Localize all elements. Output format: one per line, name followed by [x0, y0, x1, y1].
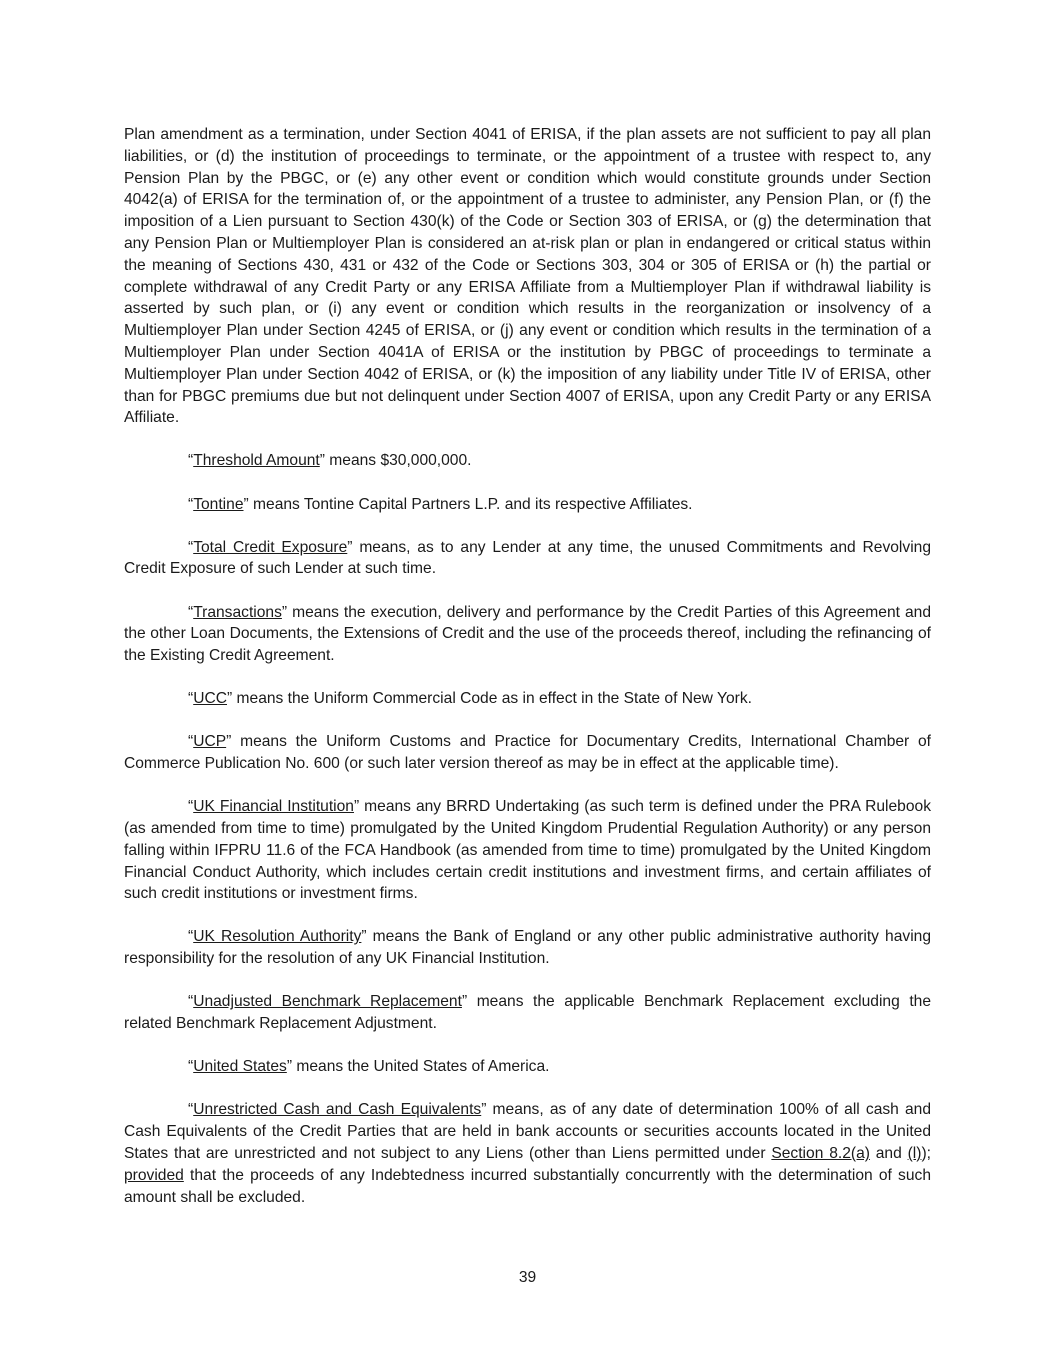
defined-term: UK Resolution Authority — [193, 928, 362, 946]
open-quote: “ — [188, 603, 194, 621]
definition-uk-resolution-authority — [124, 926, 931, 970]
defined-term: UCC — [193, 690, 227, 708]
close-quote: ” — [461, 993, 468, 1011]
section-cross-reference: Section 8.2(a) — [771, 1144, 870, 1162]
definition-unrestricted-cash — [124, 1099, 931, 1208]
definition-total-credit-exposure — [124, 537, 931, 581]
definition-text: means any BRRD Undertaking (as such term is defined under the PRA Rulebook (as amended from time to time) promulgated by the United Kingdom Prudential Regulation Authority) or any person falling within IFPRU 11.6 of the FCA Handbook (as amended from time to time) promulgated by the United Kingdom Financial Conduct Authority, which includes certain credit institutions and investment firms, and certain affiliates of such credit institutions or investment firms. — [124, 798, 931, 903]
erisa-event-continuation-paragraph — [124, 124, 931, 429]
page-number: 39 — [518, 1269, 537, 1286]
definition-text: that the proceeds of any Indebtedness incurred substantially concurrently with the determination of such amount shall be excluded. — [124, 1166, 931, 1206]
open-quote: “ — [188, 1101, 194, 1119]
close-quote: ” — [243, 495, 249, 513]
close-quote: ” — [481, 1101, 487, 1119]
close-quote: ” — [361, 928, 367, 946]
definition-ucp — [124, 731, 931, 775]
definition-transactions — [124, 602, 931, 667]
clause-cross-reference: (l) — [907, 1144, 922, 1162]
close-quote: ” — [227, 690, 233, 708]
close-quote: ” — [347, 538, 353, 556]
close-quote: ” — [319, 452, 325, 470]
close-quote: ” — [286, 1058, 293, 1076]
definition-text: means the execution, delivery and performance by the Credit Parties of this Agreement and the other Loan Documents, the Extensions of Credit and the use of the proceeds thereof, including the refinancing of the Existing Credit Agreement. — [124, 603, 931, 665]
defined-term: Threshold Amount — [193, 452, 320, 470]
open-quote: “ — [188, 993, 194, 1011]
definition-text: ); — [921, 1144, 931, 1162]
definition-text: means the Bank of England or any other public administrative authority having responsibility for the resolution of any UK Financial Institution. — [124, 928, 932, 968]
definition-text: means the applicable Benchmark Replacement excluding the related Benchmark Replacement Adjustment. — [124, 993, 931, 1033]
close-quote: ” — [226, 733, 232, 751]
page-body — [124, 124, 931, 1230]
defined-term: Tontine — [193, 495, 244, 513]
close-quote: ” — [353, 798, 360, 816]
defined-term: Unadjusted Benchmark Replacement — [193, 993, 462, 1011]
open-quote: “ — [188, 538, 194, 556]
definition-tontine — [124, 494, 931, 516]
open-quote: “ — [188, 452, 194, 470]
definition-text: and — [869, 1144, 908, 1162]
open-quote: “ — [188, 1058, 194, 1076]
open-quote: “ — [188, 733, 194, 751]
definition-threshold-amount — [124, 450, 931, 472]
definition-unadjusted-benchmark-replacement — [124, 991, 931, 1035]
definition-text: means Tontine Capital Partners L.P. and its respective Affiliates. — [248, 495, 693, 513]
definition-ucc — [124, 688, 931, 710]
defined-term: UCP — [193, 733, 227, 751]
definition-text: means, as to any Lender at any time, the unused Commitments and Revolving Credit Exposure of such Lender at such time. — [124, 538, 932, 578]
definition-text: means $30,000,000. — [324, 452, 472, 470]
definition-text: means the Uniform Commercial Code as in effect in the State of New York. — [232, 690, 752, 708]
defined-term: Unrestricted Cash and Cash Equivalents — [193, 1101, 482, 1119]
definition-text: means, as of any date of determination 100% of all cash and Cash Equivalents of the Credit Parties that are held in bank accounts or securities accounts located in the United States that are unrestricted and not subject to any Liens (other than Liens permitted under — [124, 1101, 931, 1162]
paragraph-text: Plan amendment as a termination, under Section 4041 of ERISA, if the plan assets are not sufficient to pay all plan liabilities, or (d) the institution of proceedings to terminate, or the appointment of a trustee with respect to, any Pension Plan by the PBGC, or (e) any other event or condition which would constitute grounds under Section 4042(a) of ERISA for the termination of, or the appointment of a trustee to administer, any Pension Plan, or (f) the imposition of a Lien pursuant to Section 430(k) of the Code or Section 303 of ERISA, or (g) the determination that any Pension Plan or Multiemployer Plan is considered an at-risk plan or plan in endangered or critical status within the meaning of Sections 430, 431 or 432 of the Code or Sections 303, 304 or 305 of ERISA or (h) the partial or complete withdrawal of any Credit Party or any ERISA Affiliate from a Multiemployer Plan if withdrawal liability is asserted by such plan, or (i) any event or condition which results in the reorganization or insolvency of a Multiemployer Plan under Section 4245 of ERISA, or (j) any event or condition which results in the termination of a Multiemployer Plan under Section 4041A of ERISA or the institution by PBGC of proceedings to terminate a Multiemployer Plan under Section 4042 of ERISA, or (k) the imposition of any liability under Title IV of ERISA, other than for PBGC premiums due but not delinquent under Section 4007 of ERISA, upon any Credit Party or any ERISA Affiliate. — [124, 126, 931, 427]
open-quote: “ — [188, 928, 194, 946]
provided-proviso: provided — [124, 1166, 184, 1184]
defined-term: UK Financial Institution — [193, 798, 354, 816]
definition-text: means the United States of America. — [292, 1058, 550, 1076]
defined-term: Transactions — [193, 603, 282, 621]
open-quote: “ — [188, 798, 194, 816]
definition-uk-financial-institution — [124, 796, 931, 905]
close-quote: ” — [281, 603, 288, 621]
defined-term: United States — [193, 1058, 287, 1076]
definition-text: means the Uniform Customs and Practice for Documentary Credits, International Chamber of Commerce Publication No. 600 (or such later version thereof as may be in effect at the applicable time). — [124, 733, 931, 773]
defined-term: Total Credit Exposure — [193, 538, 348, 556]
open-quote: “ — [188, 690, 194, 708]
open-quote: “ — [188, 495, 194, 513]
definition-united-states — [124, 1056, 931, 1078]
